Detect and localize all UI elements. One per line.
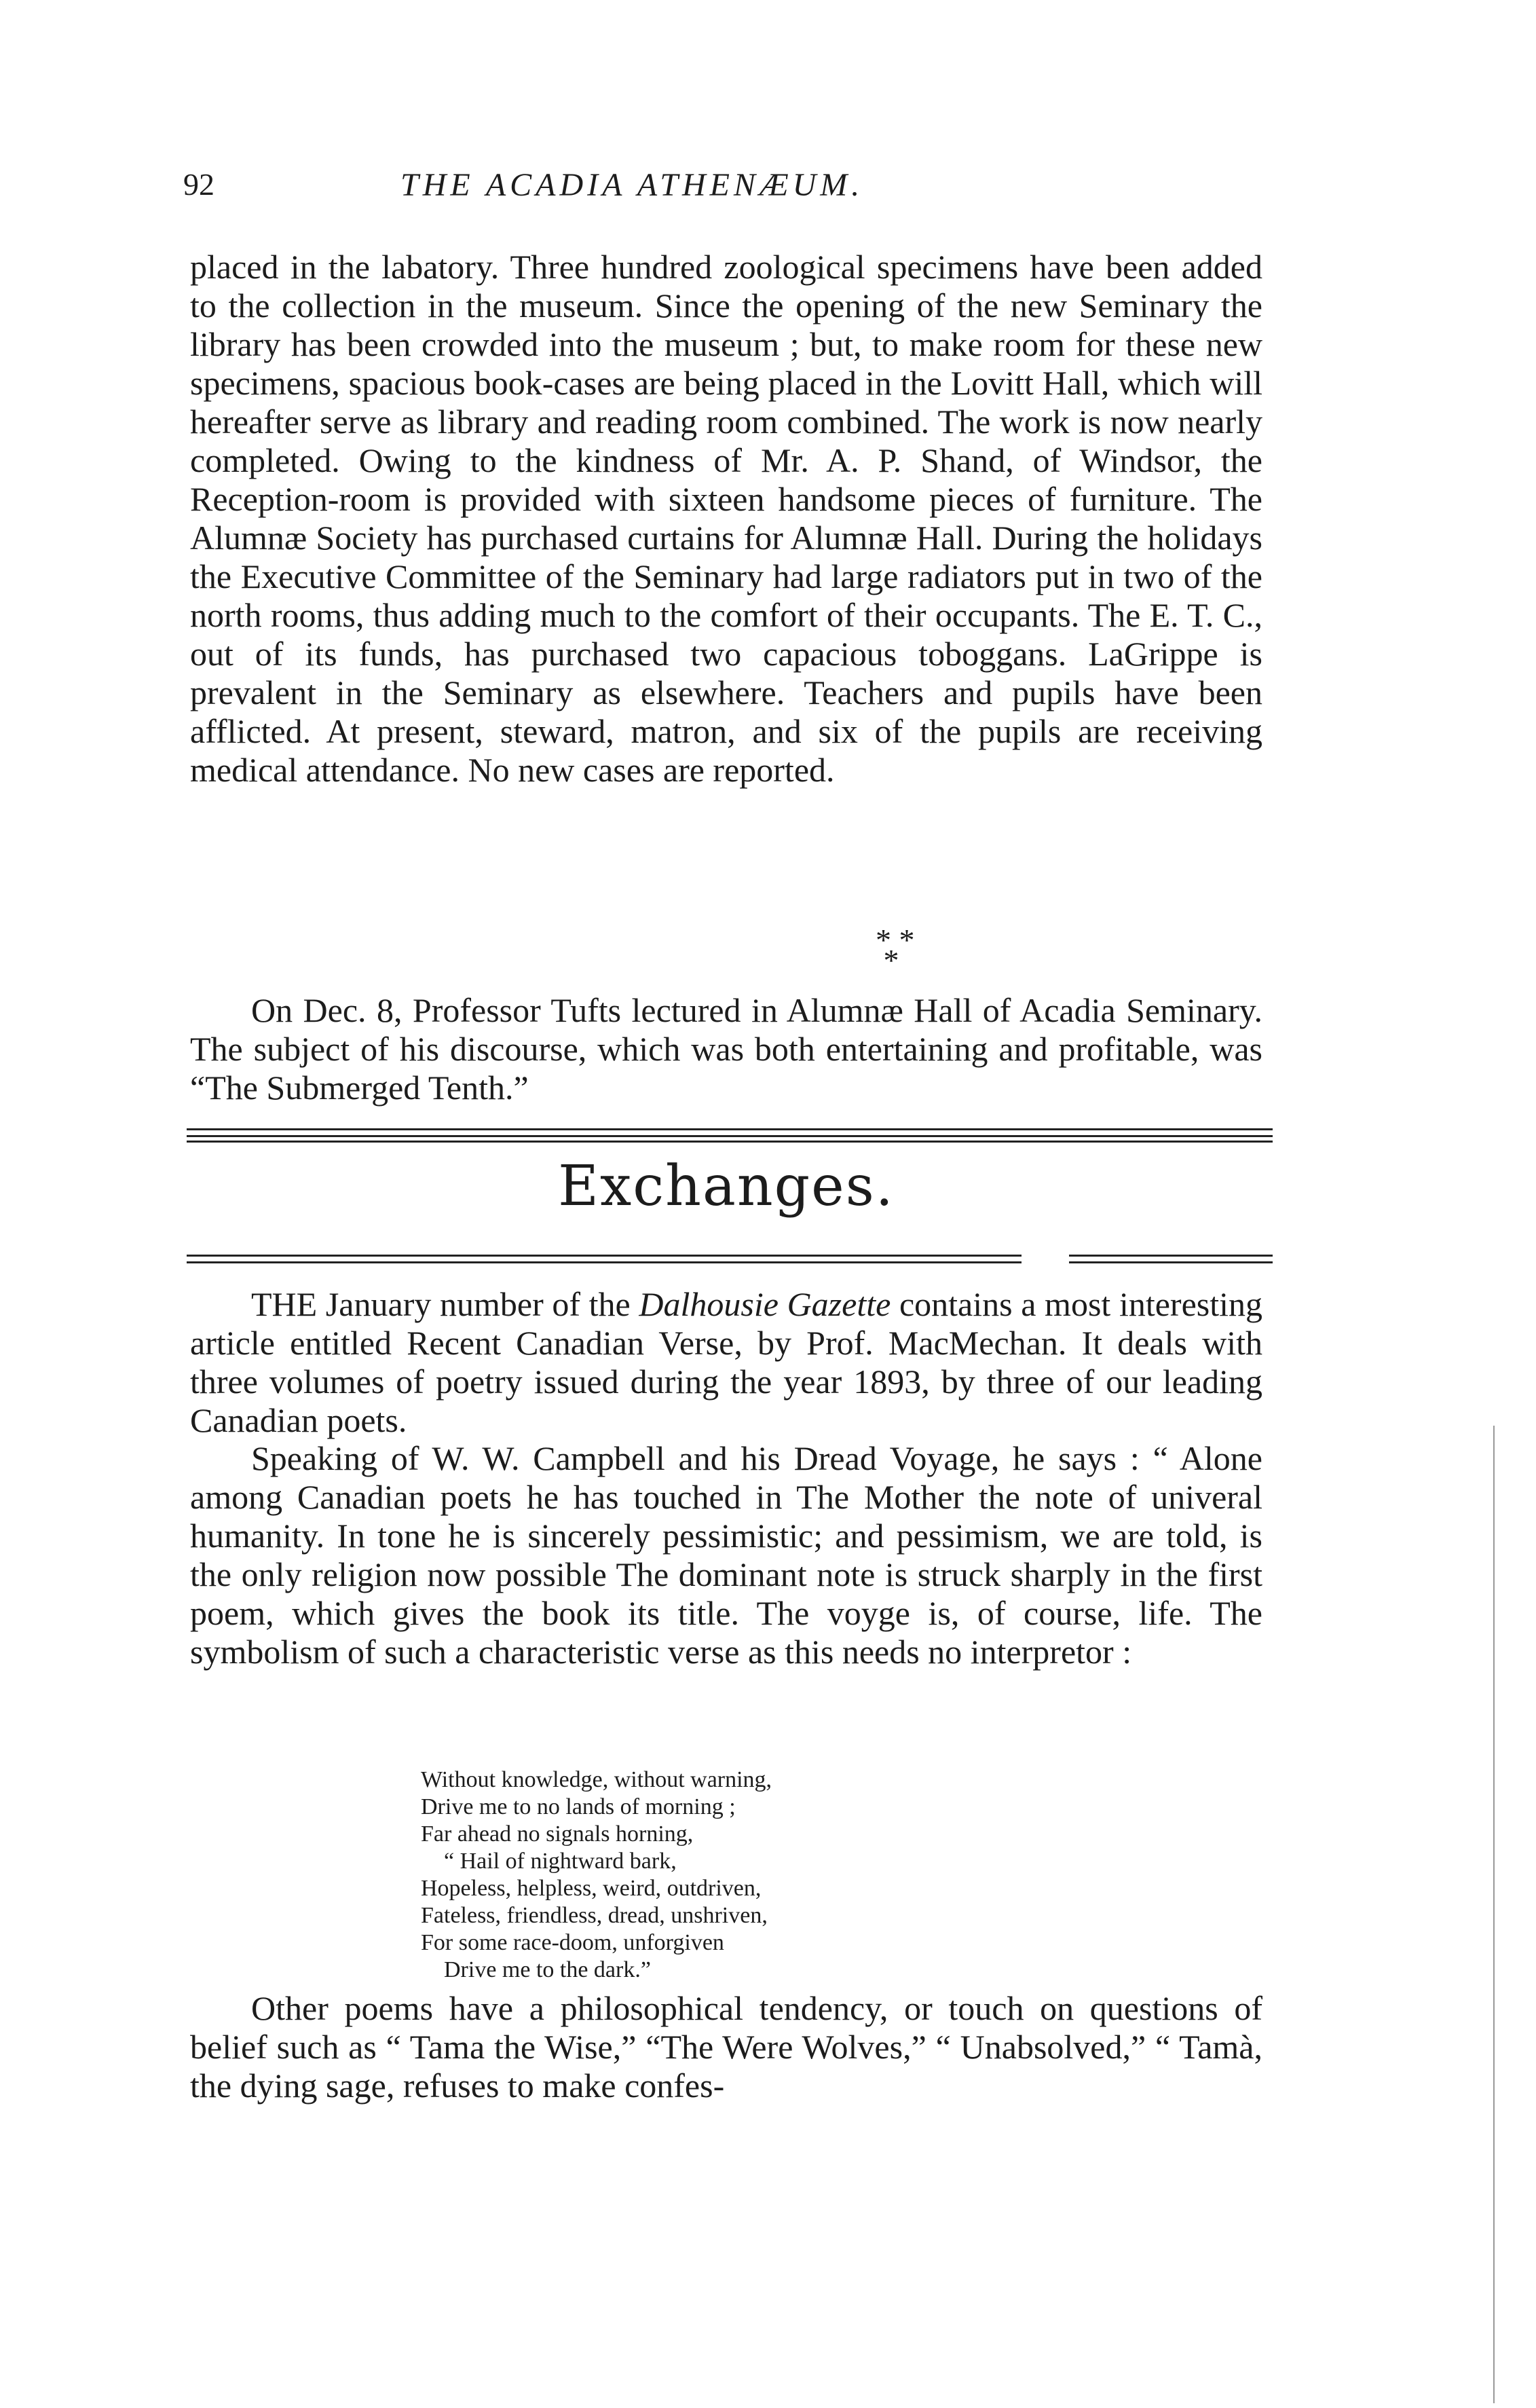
poem-line: “ Hail of nightward bark,: [421, 1849, 677, 1874]
heading-underline: [187, 1261, 1022, 1263]
poem-quotation: [421, 1766, 772, 1984]
poem-line: Hopeless, helpless, weird, outdriven,: [421, 1876, 762, 1901]
heading-underline: [187, 1255, 1022, 1257]
asterism-divider: * * *: [876, 923, 915, 978]
poem-line: Drive me to the dark.”: [421, 1957, 651, 1982]
section-rule: [187, 1128, 1273, 1130]
running-head: [183, 166, 1269, 214]
page-number: 92: [183, 167, 214, 202]
poem-line: Without knowledge, without warning,: [421, 1767, 772, 1792]
poem-line: Far ahead no signals horning,: [421, 1821, 694, 1847]
paragraph-seminary-notes: placed in the labatory. Three hundred zoological specimens have been added to the collection in the museum. Since the opening of the new Seminary the library has been crowded into the museum ; but, to make room for these new specimens, spacious book-cases are being placed in the Lovitt Hall, which will hereafter serve as library and reading room combined. The work is now nearly completed. Owing to the kindness of Mr. A. P. Shand, of Windsor, the Reception-room is provided with sixteen handsome pieces of furniture. The Alumnæ Society has purchased curtains for Alumnæ Hall. During the holidays the Executive Committee of the Seminary had large radiators put in two of the north rooms, thus adding much to the comfort of their occupants. The E. T. C., out of its funds, has purchased two capacious toboggans. LaGrippe is prevalent in the Seminary as elsewhere. Teachers and pupils have been afflicted. At present, steward, matron, and six of the pupils are receiving medical attendance. No new cases are reported.: [190, 248, 1262, 789]
paragraph-campbell-review: Speaking of W. W. Campbell and his Dread Voyage, he says : “ Alone among Canadian poets he has touched in The Mother the note of univeral humanity. In tone he is sincerely pessimistic; and pessimism, we are told, is the only religion now possible The dominant note is struck sharply in the first poem, which gives the book its title. The voyge is, of course, life. The symbolism of such a characteristic verse as this needs no interpretor :: [190, 1439, 1262, 1671]
paragraph-other-poems: Other poems have a philosophical tendency, or touch on questions of belief such as “ Tama the Wise,” “The Were Wolves,” “ Unabsolved,” “ Tamà, the dying sage, refuses to make confes-: [190, 1989, 1262, 2105]
lead-word: THE: [251, 1285, 318, 1323]
section-rule: [187, 1141, 1273, 1143]
section-heading-exchanges: Exchanges.: [558, 1154, 895, 1219]
paragraph-dalhousie-gazette: [190, 1285, 1262, 1440]
text-run: contains a most interesting article entitled Recent Canadian Verse, by Prof. MacMechan. It deals with three volumes of poetry issued during the year 1893, by three of our leading Canadian poets.: [190, 1285, 1263, 1439]
poem-line: Drive me to no lands of morning ;: [421, 1794, 736, 1819]
poem-line: Fateless, friendless, dread, unshriven,: [421, 1903, 768, 1928]
journal-title: THE ACADIA ATHENÆUM.: [400, 167, 864, 203]
heading-underline: [1069, 1261, 1273, 1263]
text-run: January number of the: [317, 1285, 639, 1323]
paragraph-lecture-note: On Dec. 8, Professor Tufts lectured in Alumnæ Hall of Acadia Seminary. The subject of his discourse, which was both entertaining and profitable, was “The Submerged Tenth.”: [190, 991, 1262, 1107]
poem-line: For some race-doom, unforgiven: [421, 1930, 724, 1955]
scan-edge-line: [1493, 1426, 1495, 2403]
section-rule: [187, 1135, 1273, 1137]
publication-title: Dalhousie Gazette: [639, 1285, 891, 1323]
heading-underline: [1069, 1255, 1273, 1257]
